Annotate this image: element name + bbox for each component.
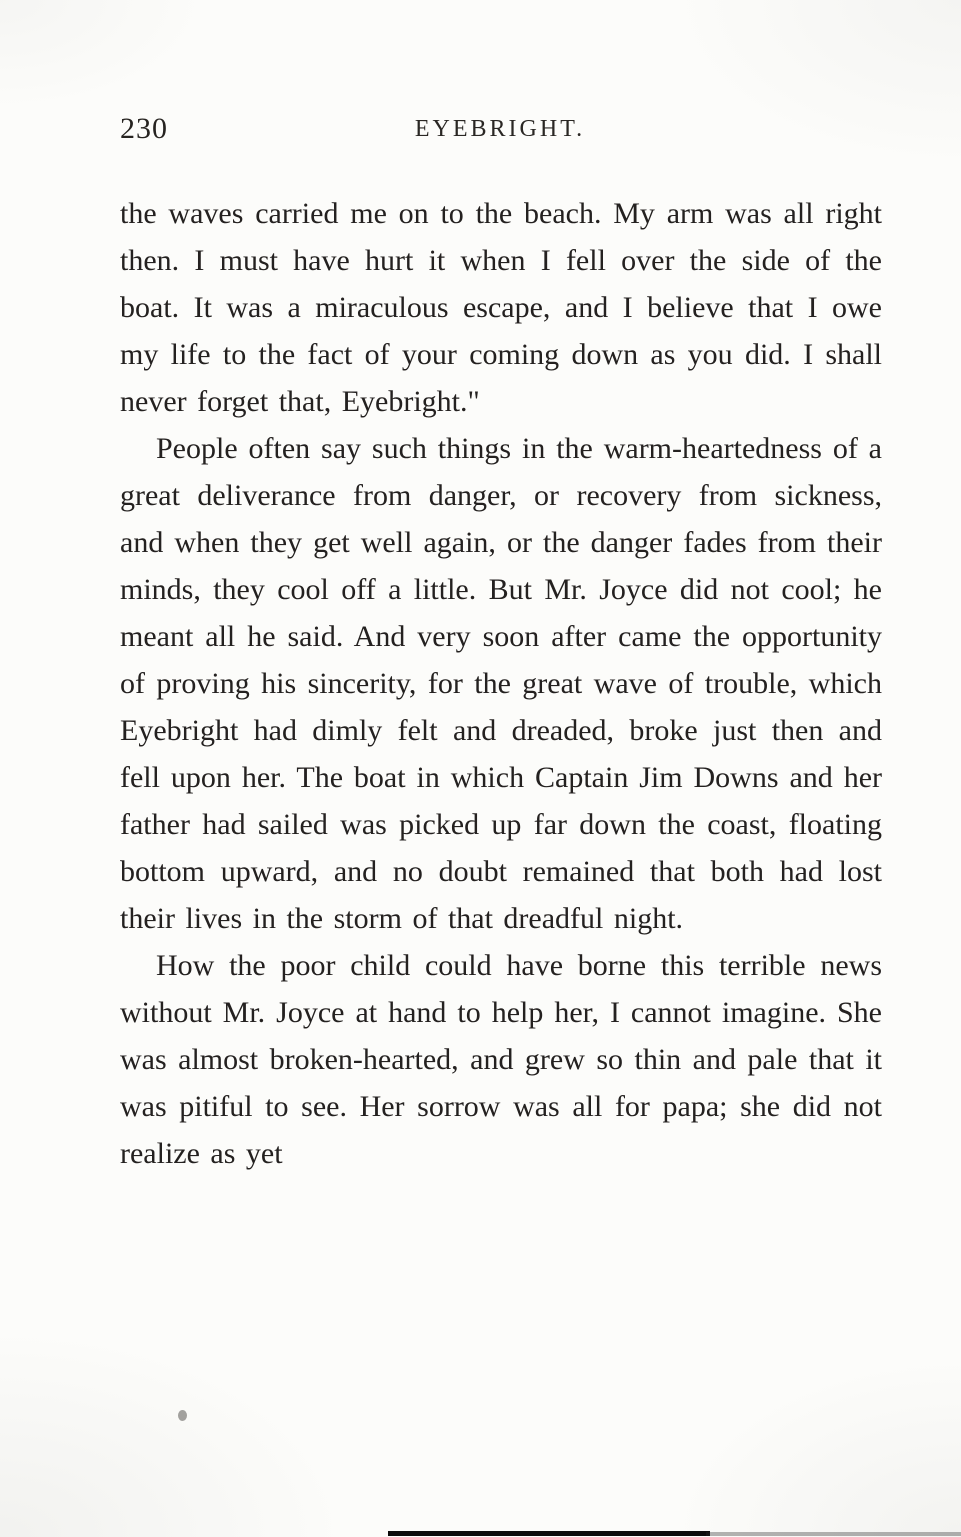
paragraph: the waves carried me on to the beach. My arm was all right then. I must have hurt it when I fell over the side of the boat. It was a miraculous escape, and I believe that I owe my life to the fact of your coming down as you did. I shall never forget that, Eyebright."	[120, 197, 882, 418]
page-number: 230	[120, 112, 168, 145]
paragraph: People often say such things in the warm-heartedness of a great deliverance from danger, or recovery from sickness, and when they get well again, or the danger fades from their minds, they cool off a little. But Mr. Joyce did not cool; he meant all he said. And very soon after came the opportunity of proving his sincerity, for the great wave of trouble, which Eyebright had dimly felt and dreaded, broke just then and fell upon her. The boat in which Captain Jim Downs and her father had sailed was picked up far down the coast, floating bottom upward, and no doubt remained that both had lost their lives in the storm of that dreadful night.	[120, 432, 882, 935]
scan-edge-artifact-gray	[706, 1532, 961, 1536]
page-body	[120, 190, 882, 1177]
running-title: EYEBRIGHT.	[414, 116, 586, 142]
paragraph: How the poor child could have borne this terrible news without Mr. Joyce at hand to help her, I cannot imagine. She was almost broken-hearted, and grew so thin and pale that it was pitiful to see. Her sorrow was all for papa; she did not realize as yet	[120, 949, 882, 1170]
page-header	[120, 112, 880, 152]
scan-edge-artifact-dark	[388, 1531, 710, 1536]
scan-speck-artifact	[178, 1410, 187, 1421]
